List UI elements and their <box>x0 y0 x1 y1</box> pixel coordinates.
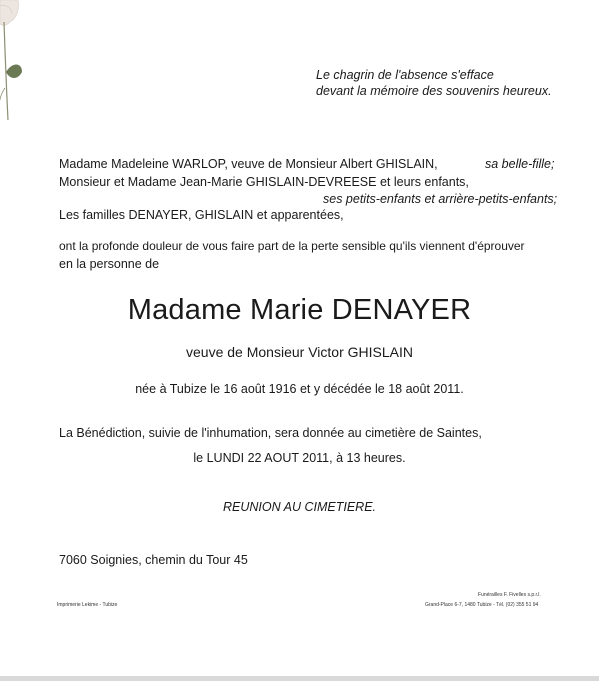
funeral-home-name: Funérailles F. Fivelles s.p.r.l. <box>478 592 541 598</box>
birth-death-dates: née à Tubize le 16 août 1916 et y décédée le 18 août 2011. <box>135 382 464 396</box>
family-role-2: ses petits-enfants et arrière-petits-enfants; <box>323 192 558 206</box>
printer-credit: Imprimerie Lekime - Tubize <box>57 602 118 608</box>
deceased-name: Madame Marie DENAYER <box>127 294 472 326</box>
ceremony-line-1: La Bénédiction, suivie de l'inhumation, sera donnée au cimetière de Saintes, <box>59 426 482 440</box>
announcement-line-2: en la personne de <box>59 257 160 271</box>
meeting-place: REUNION AU CIMETIERE. <box>222 500 377 514</box>
family-line-4: Les familles DENAYER, GHISLAIN et apparentées, <box>59 208 344 222</box>
family-address: 7060 Soignies, chemin du Tour 45 <box>59 553 248 567</box>
scan-edge <box>0 676 599 681</box>
family-line-2: Monsieur et Madame Jean-Marie GHISLAIN-DEVREESE et leurs enfants, <box>59 175 469 189</box>
funeral-home-address: Grand-Place 6-7, 1480 Tubize - Tél. (02) 355 51 94 <box>425 602 539 608</box>
family-line-1: Madame Madeleine WARLOP, veuve de Monsieur Albert GHISLAIN, <box>59 157 438 171</box>
widow-of: veuve de Monsieur Victor GHISLAIN <box>186 344 413 360</box>
rose-flower-image <box>0 0 40 140</box>
quote-line-1: Le chagrin de l'absence s'efface <box>316 68 494 82</box>
announcement-line-1: ont la profonde douleur de vous faire part de la perte sensible qu'ils viennent d'éprouver <box>59 239 525 253</box>
ceremony-line-2: le LUNDI 22 AOUT 2011, à 13 heures. <box>193 451 406 465</box>
family-role-1: sa belle-fille; <box>485 157 555 171</box>
quote-line-2: devant la mémoire des souvenirs heureux. <box>316 84 552 98</box>
